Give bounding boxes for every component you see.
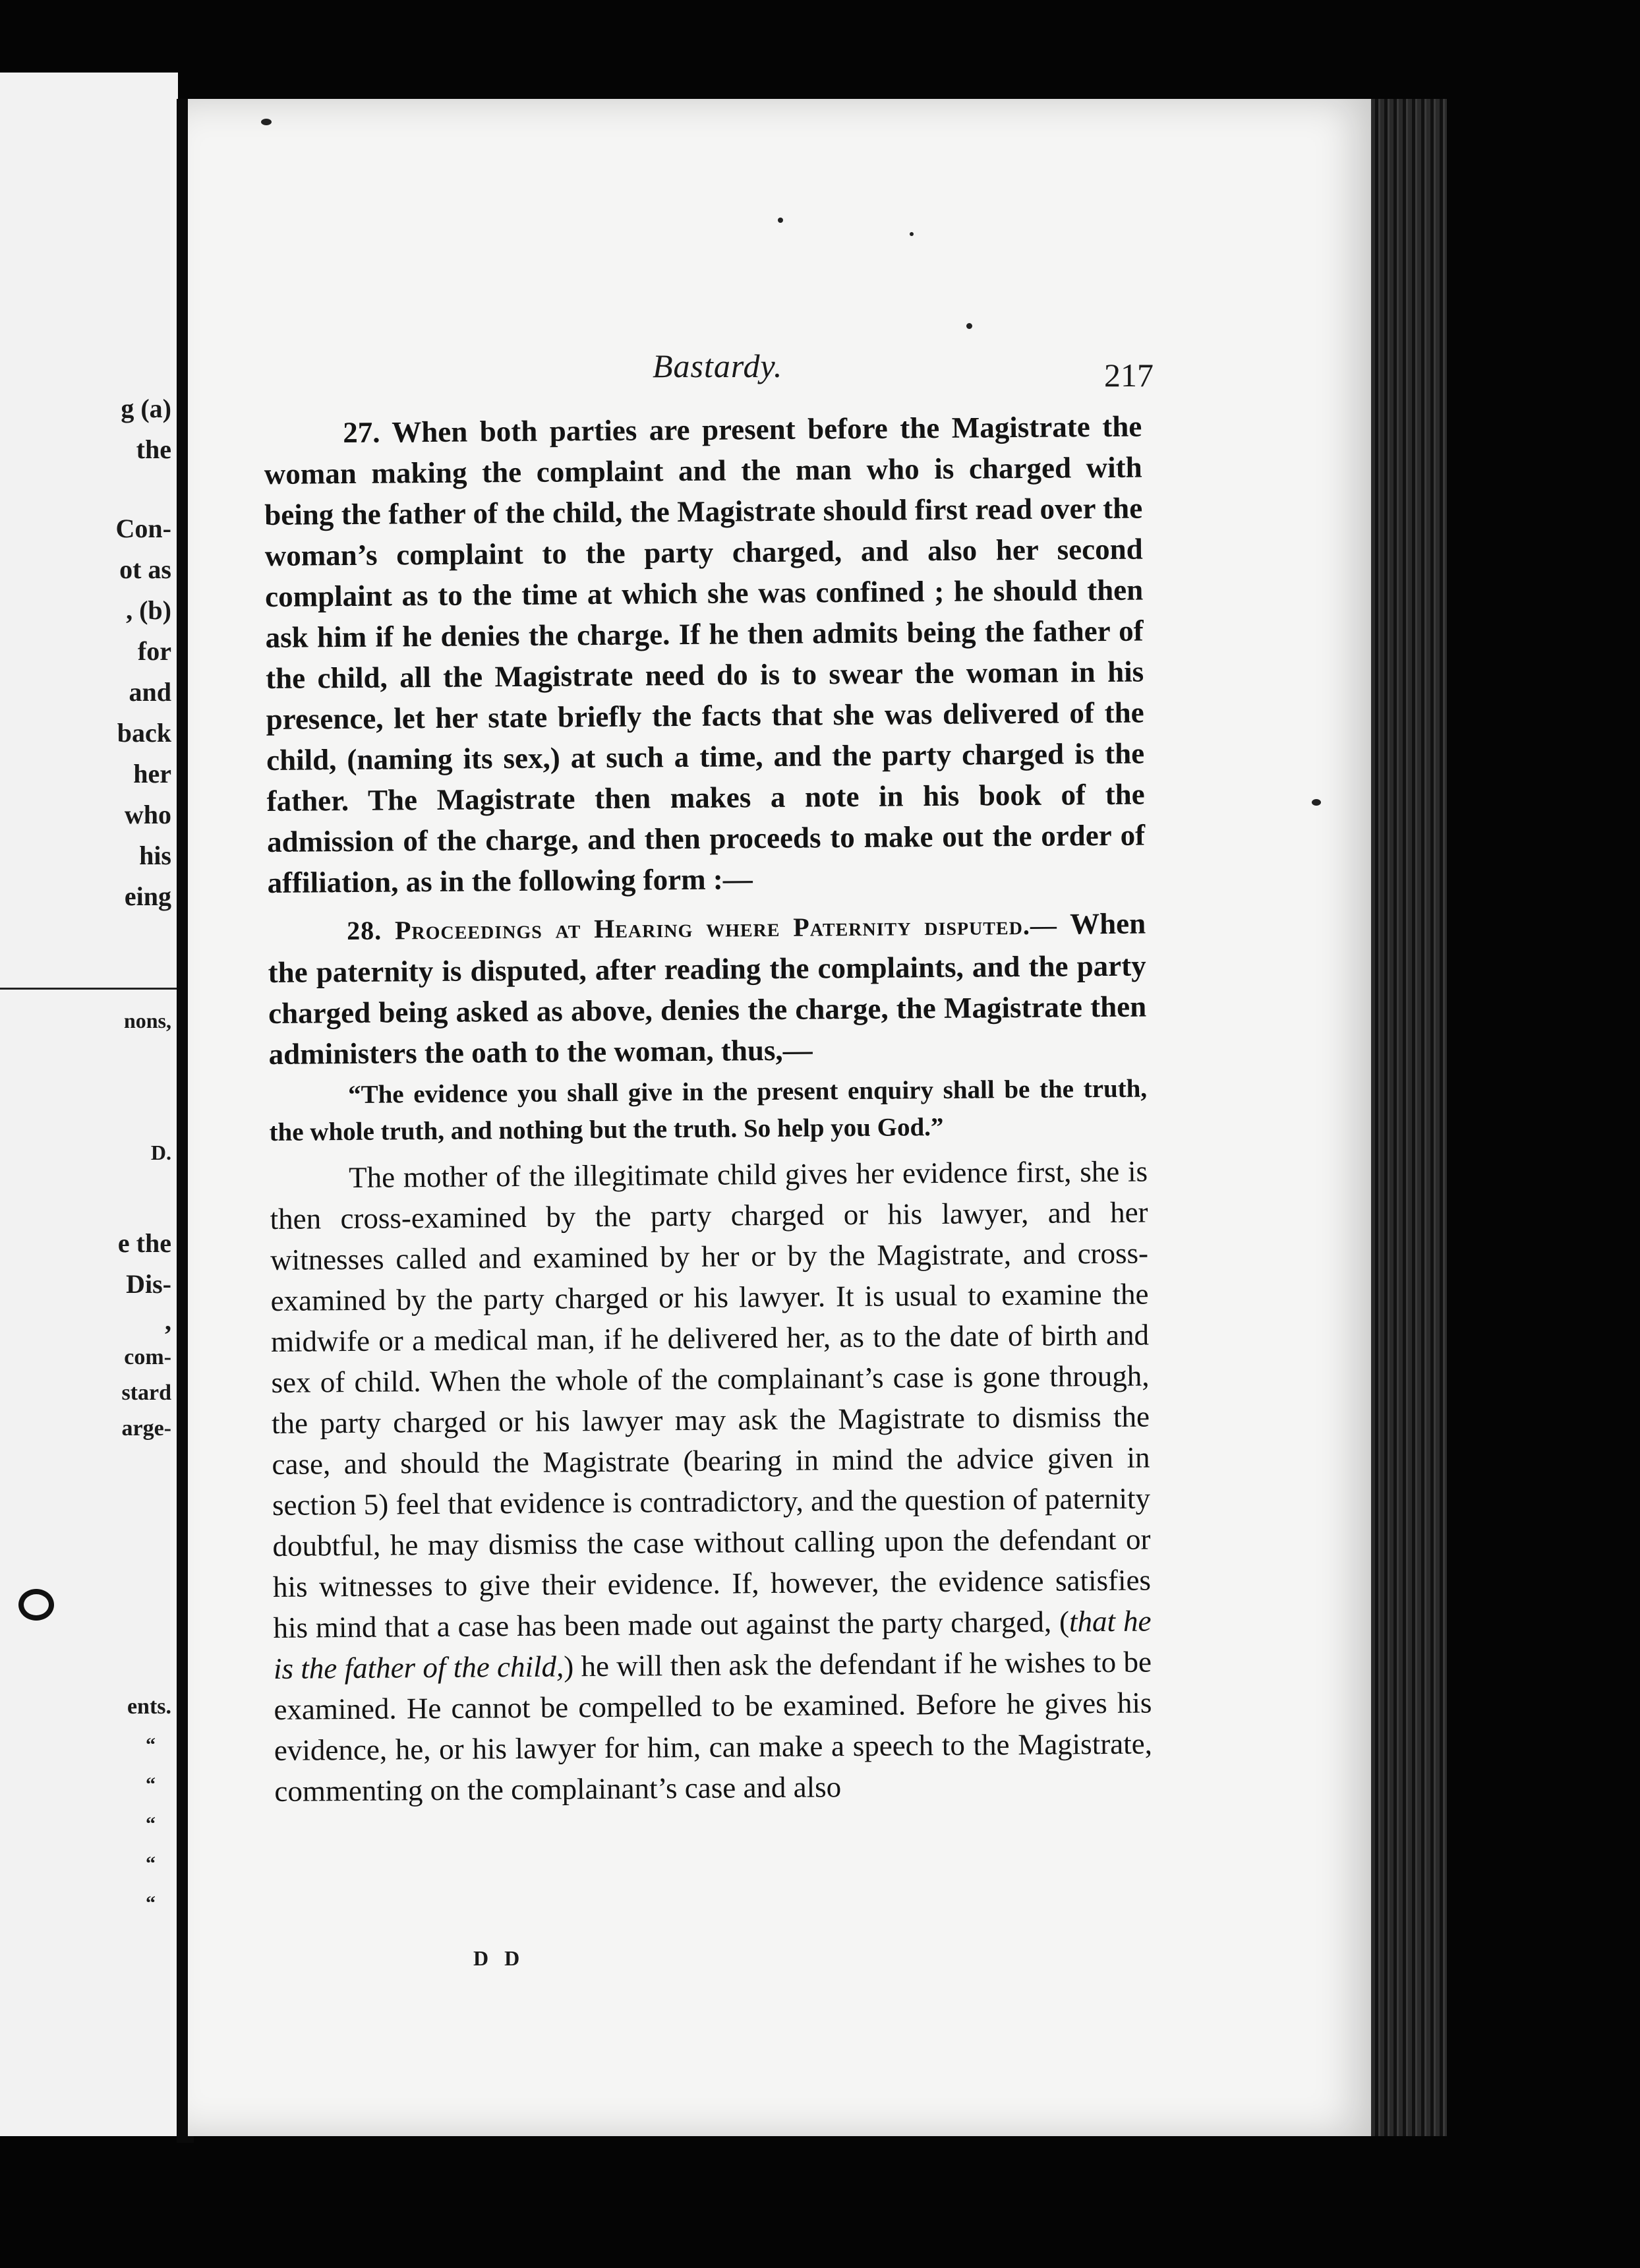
left-fragment: “: [146, 1892, 156, 1914]
left-fragment: who: [124, 800, 171, 829]
signature-mark: D D: [473, 1946, 525, 1970]
left-fragment: ,: [165, 1306, 171, 1336]
scan-speck: [966, 323, 972, 329]
left-fragment: “: [146, 1774, 156, 1795]
left-fragment: “: [146, 1853, 156, 1874]
left-fragment: Con-: [115, 514, 171, 543]
left-fragment: , (b): [126, 595, 171, 625]
ornament-circle: [18, 1589, 54, 1621]
left-fragment: for: [137, 636, 171, 666]
left-fragment: ents.: [127, 1694, 171, 1719]
left-fragment: com-: [124, 1345, 171, 1369]
section-heading: 28. Proceedings at Hearing where Paternity disputed.—: [346, 910, 1058, 946]
left-fragment: “: [146, 1813, 156, 1835]
left-fragment: e the: [117, 1228, 171, 1258]
scan-speck: [261, 119, 272, 125]
paragraph-evidence: [270, 1151, 1153, 1812]
left-fragment: D.: [150, 1141, 171, 1164]
left-fragment: g (a): [121, 394, 171, 423]
left-fragment: ot as: [119, 554, 171, 584]
left-fragment: “: [146, 1734, 156, 1756]
page-header: [277, 347, 1154, 400]
paragraph-text: ) he will then ask the defendant if he wishes to be examined. He cannot be compelled to be examined. Before he gives his evidence, he, or his lawyer for him, can make a speech to the Magistrate, commenting on the complainant’s case and also: [274, 1645, 1153, 1808]
paragraph-28: [268, 903, 1147, 1075]
scan-speck: [778, 218, 783, 223]
oath-quote: “The evidence you shall give in the present enquiry shall be the truth, the whole truth, and nothing but the truth. So help you God.”: [269, 1074, 1148, 1147]
left-fragment: stard: [121, 1381, 171, 1405]
italic-phrase: that he is the father of the child,: [273, 1604, 1152, 1685]
left-fragment: her: [133, 759, 171, 789]
left-fragment: Dis-: [126, 1269, 171, 1299]
left-divider: [0, 988, 178, 990]
scan-speck: [910, 232, 914, 236]
scan-speck: [1312, 799, 1321, 806]
left-facing-page: [0, 73, 178, 2136]
paragraph-27: 27. When both parties are present before the Magistrate the woman making the complaint and the man who is charged with being the father of the child, the Magistrate should first read over the woman’s complaint to the party charged, and also her second complaint as to the time at which she was confined ; he should then ask him if he denies the charge. If he then admits being the father of the child, all the Magistrate need do is to swear the woman in his presence, let her state briefly the facts that she was delivered of the child, (naming its sex,) at such a time, and the party charged is the father. The Magistrate then makes a note in his book of the admission of the charge, and then proceeds to make out the order of affiliation, as in the following form :—: [264, 409, 1146, 899]
body-text: [264, 406, 1153, 1812]
paragraph-text: The mother of the illegitimate child gives her evidence first, she is then cross-examined by the party charged or his lawyer, and her witnesses called and examined by her or by the Magistrate, and cross-examined by the party charged or his lawyer. It is usual to examine the midwife or a medical man, if he delivered her, as to the date of birth and sex of child. When the whole of the complainant’s case is gone through, the party charged or his lawyer may ask the Magistrate to dismiss the case, and should the Magistrate (bearing in mind the advice given in section 5) feel that evidence is contradictory, and the question of paternity doubtful, he may dismiss the case without calling upon the defendant or his witnesses to give their evidence. If, however, the evidence satisfies his mind that a case has been made out against the party charged, (: [270, 1154, 1152, 1644]
left-fragment: the: [136, 434, 171, 464]
left-fragment: back: [117, 718, 171, 748]
left-fragment: his: [139, 841, 171, 870]
running-title: Bastardy.: [653, 347, 783, 384]
left-fragment: eing: [124, 881, 171, 911]
left-fragment: arge-: [121, 1416, 171, 1441]
left-fragment: and: [129, 677, 171, 707]
page-number: 217: [1104, 357, 1154, 394]
paragraph-28-body: When the paternity is disputed, after reading the complaints, and the party charged being asked as above, denies the charge, the Magistrate then administers the oath to the woman, thus,—: [268, 907, 1147, 1071]
page-edges: [1371, 99, 1447, 2136]
left-fragment: nons,: [123, 1009, 171, 1032]
